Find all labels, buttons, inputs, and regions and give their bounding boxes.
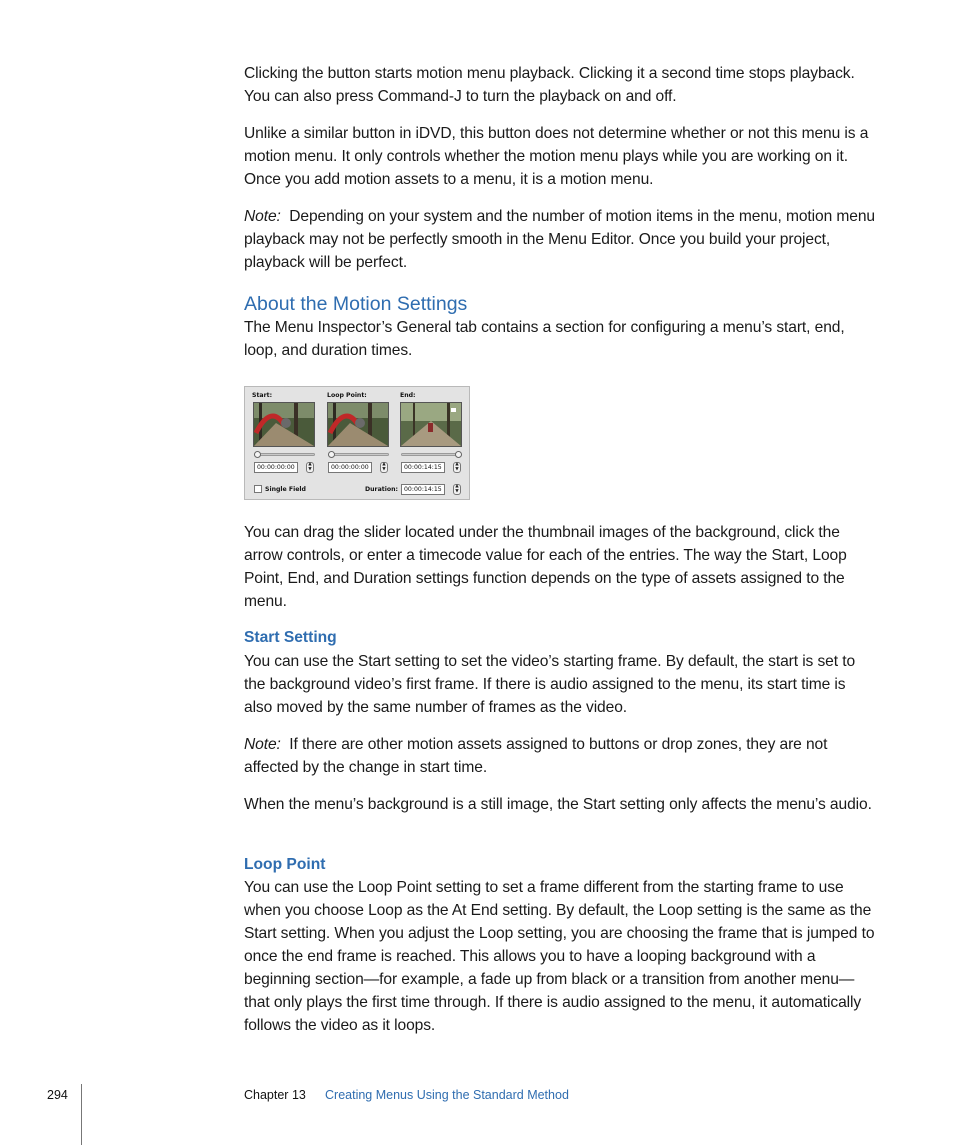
loop-point-thumbnail: [327, 402, 389, 447]
note-start: [244, 733, 876, 779]
motion-settings-panel: [244, 386, 470, 500]
end-slider-knob[interactable]: [455, 451, 462, 458]
note-text: Depending on your system and the number of motion items in the menu, motion menu playback may not be perfectly smooth in the Menu Editor. Once you build your project, playback will be perfect.: [244, 208, 876, 271]
duration-timecode-field[interactable]: 00:00:14:15: [401, 484, 445, 495]
start-slider[interactable]: [254, 453, 315, 456]
end-thumbnail: [400, 402, 462, 447]
chapter-label: Chapter 13: [244, 1088, 306, 1102]
body-text: Clicking the button starts motion menu playback. Clicking it a second time stops playback. You can also press Command-J to turn the playback on and off.: [244, 65, 855, 105]
up-down-arrows-icon[interactable]: ▲ ▼: [380, 462, 388, 473]
page-number: 294: [47, 1088, 68, 1102]
start-setting-heading: Start Setting: [244, 629, 337, 646]
loop-point-label: Loop Point:: [327, 392, 367, 399]
note-playback: [244, 205, 876, 274]
body-text: You can use the Start setting to set the video’s starting frame. By default, the start is set to the background video’s first frame. If there is audio assigned to the menu, its start time is also moved by the same number of frames as the video.: [244, 653, 856, 716]
note-text: If there are other motion assets assigned to buttons or drop zones, they are not affected by the change in start time.: [244, 736, 828, 776]
loop-point-slider[interactable]: [328, 453, 389, 456]
body-text: Unlike a similar button in iDVD, this button does not determine whether or not this menu is a motion menu. It only controls whether the motion menu plays while you are working on it. Once you add motion assets to a menu, it is a motion menu.: [244, 125, 869, 188]
loop-point-slider-knob[interactable]: [328, 451, 335, 458]
paragraph-slider: [244, 521, 876, 613]
up-down-arrows-icon[interactable]: ▲ ▼: [453, 484, 461, 495]
duration-label: Duration:: [365, 486, 398, 493]
paragraph-start: [244, 650, 876, 719]
loop-point-timecode-field[interactable]: 00:00:00:00: [328, 462, 372, 473]
end-slider[interactable]: [401, 453, 462, 456]
end-label: End:: [400, 392, 416, 399]
note-label: Note:: [244, 736, 281, 753]
loop-point-heading-block: [244, 854, 876, 876]
up-down-arrows-icon[interactable]: ▲ ▼: [453, 462, 461, 473]
body-text: The Menu Inspector’s General tab contains a section for configuring a menu’s start, end, loop, and duration times.: [244, 319, 845, 359]
up-down-arrows-icon[interactable]: ▲ ▼: [306, 462, 314, 473]
body-text: You can drag the slider located under the thumbnail images of the background, click the arrow controls, or enter a timecode value for each of the entries. The way the Start, Loop Point, End, and Duration settings function depends on the type of assets assigned to the menu.: [244, 524, 847, 610]
body-text: You can use the Loop Point setting to set a frame different from the starting frame to use when you choose Loop as the At End setting. By default, the Loop setting is the same as the Start setting. When you adjust the Loop setting, you are choosing the frame that is jumped to once the end frame is reached. This allows you to have a looping background with a beginning section—for example, a fade up from black or a transition from another menu—that only plays the first time through. If there is audio assigned to the menu, it automatically follows the video as it loops.: [244, 879, 875, 1034]
chapter-title: Creating Menus Using the Standard Method: [325, 1088, 569, 1102]
paragraph-idvd: [244, 122, 876, 191]
body-text: When the menu’s background is a still image, the Start setting only affects the menu’s audio.: [244, 796, 872, 813]
footer-divider: [81, 1084, 82, 1145]
start-timecode-field[interactable]: 00:00:00:00: [254, 462, 298, 473]
single-field-checkbox[interactable]: [254, 485, 262, 493]
paragraph-playback: [244, 62, 876, 108]
start-setting-heading-block: [244, 627, 876, 649]
start-slider-knob[interactable]: [254, 451, 261, 458]
end-timecode-field[interactable]: 00:00:14:15: [401, 462, 445, 473]
paragraph-still-image: [244, 793, 876, 816]
section-heading: About the Motion Settings: [244, 293, 468, 315]
paragraph-inspector: [244, 316, 876, 362]
single-field-label: Single Field: [265, 486, 306, 493]
start-label: Start:: [252, 392, 273, 399]
note-label: Note:: [244, 208, 281, 225]
paragraph-loop: [244, 876, 876, 1037]
start-thumbnail: [253, 402, 315, 447]
section-heading-block: [244, 292, 876, 316]
loop-point-heading: Loop Point: [244, 856, 326, 873]
